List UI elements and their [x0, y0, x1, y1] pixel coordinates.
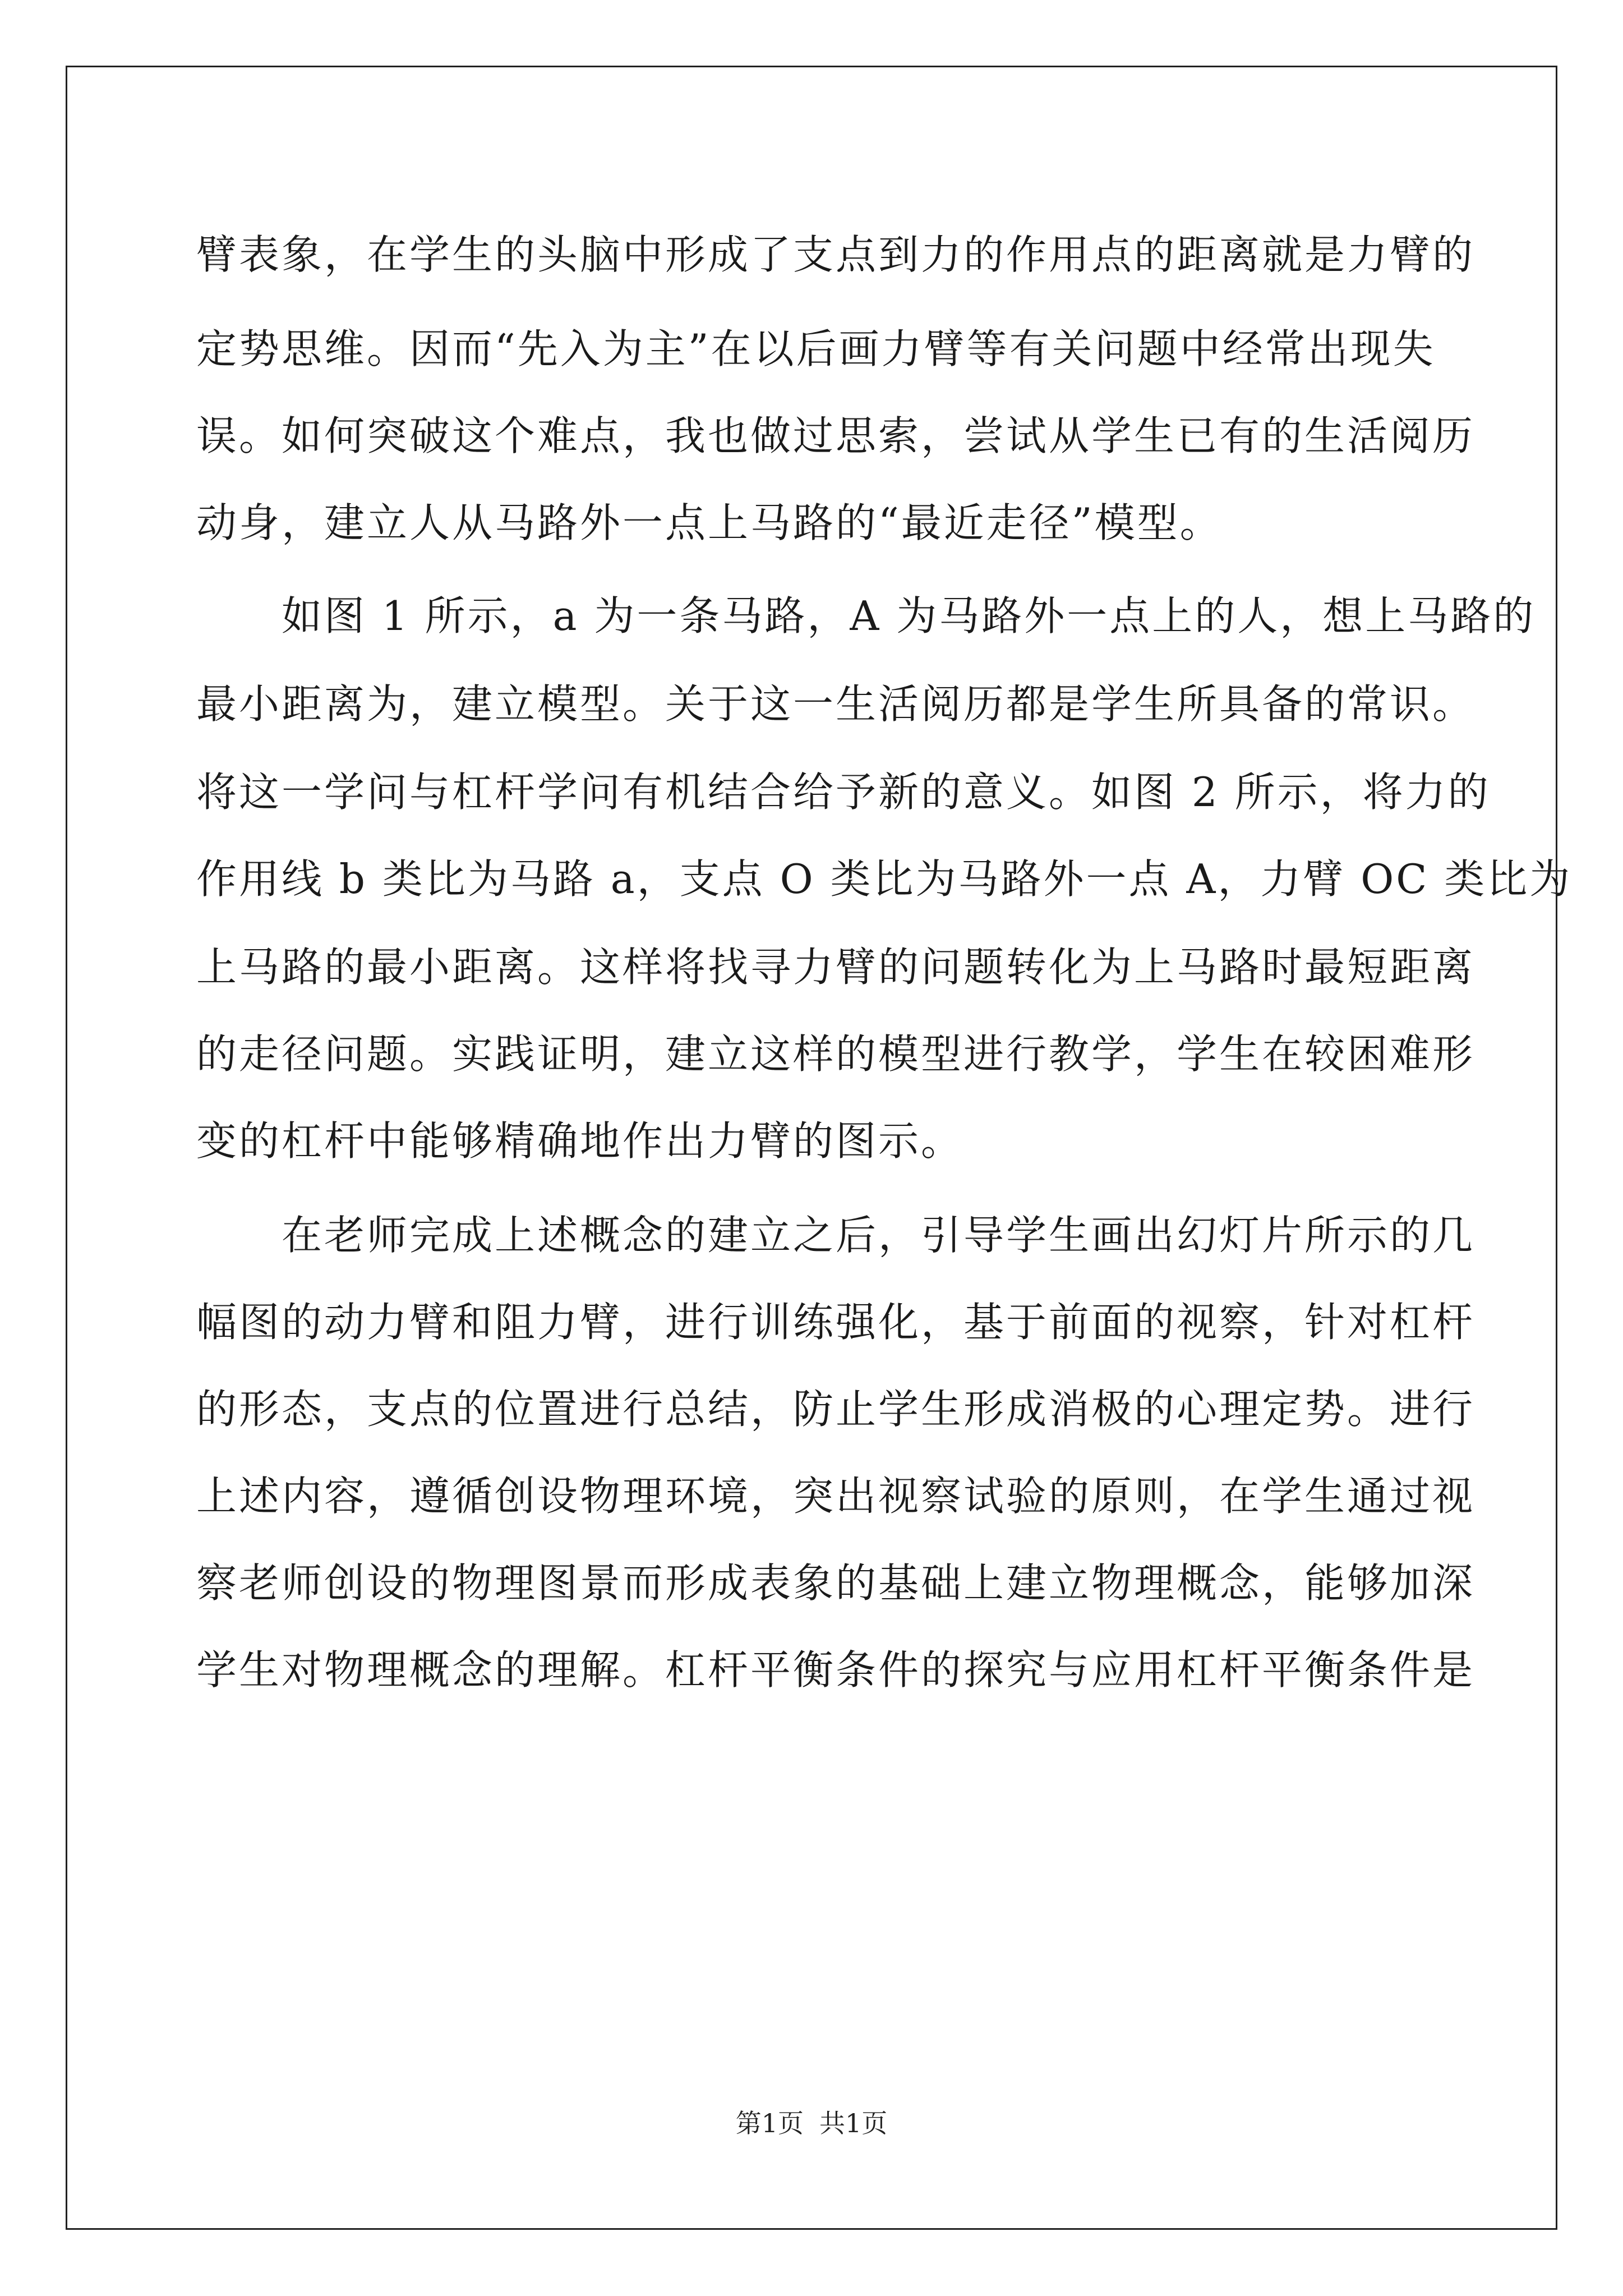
- text-line: 将这一学问与杠杆学问有机结合给予新的意义。如图 2 所示，将力的: [196, 769, 1491, 816]
- page-number-current: 第1页: [735, 2108, 804, 2138]
- text-line: 上马路的最小距离。这样将找寻力臂的问题转化为上马路时最短距离: [196, 944, 1476, 991]
- text-line: 变的杠杆中能够精确地作出力臂的图示。: [196, 1117, 964, 1165]
- text-line: 在老师完成上述概念的建立之后，引导学生画出幻灯片所示的几: [196, 1212, 1476, 1259]
- document-body: [196, 208, 1573, 1710]
- text-line: 幅图的动力臂和阻力臂，进行训练强化，基于前面的视察，针对杠杆: [196, 1299, 1476, 1346]
- text-line: 的走径问题。实践证明，建立这样的模型进行教学，学生在较困难形: [196, 1030, 1476, 1078]
- page-footer: [0, 2106, 1623, 2140]
- text-line: 动身，建立人从马路外一点上马路的“最近走径”模型。: [196, 499, 1223, 546]
- text-line: 定势思维。因而“先入为主”在以后画力臂等有关问题中经常出现失: [196, 325, 1436, 372]
- page-number-total: 共1页: [819, 2108, 888, 2138]
- text-line: 如图 1 所示，a 为一条马路，A 为马路外一点上的人，想上马路的: [196, 592, 1536, 639]
- text-line: 上述内容，遵循创设物理环境，突出视察试验的原则，在学生通过视: [196, 1473, 1476, 1520]
- text-line: 最小距离为，建立模型。关于这一生活阅历都是学生所具备的常识。: [196, 680, 1476, 728]
- text-line: 误。如何突破这个难点，我也做过思索，尝试从学生已有的生活阅历: [196, 412, 1476, 459]
- text-line: 察老师创设的物理图景而形成表象的基础上建立物理概念，能够加深: [196, 1559, 1476, 1607]
- text-line: 学生对物理概念的理解。杠杆平衡条件的探究与应用杠杆平衡条件是: [196, 1646, 1476, 1694]
- text-line: 臂表象，在学生的头脑中形成了支点到力的作用点的距离就是力臂的: [196, 231, 1476, 278]
- text-line: 作用线 b 类比为马路 a，支点 O 类比为马路外一点 A，力臂 OC 类比为: [196, 855, 1573, 903]
- text-line: 的形态，支点的位置进行总结，防止学生形成消极的心理定势。进行: [196, 1386, 1476, 1433]
